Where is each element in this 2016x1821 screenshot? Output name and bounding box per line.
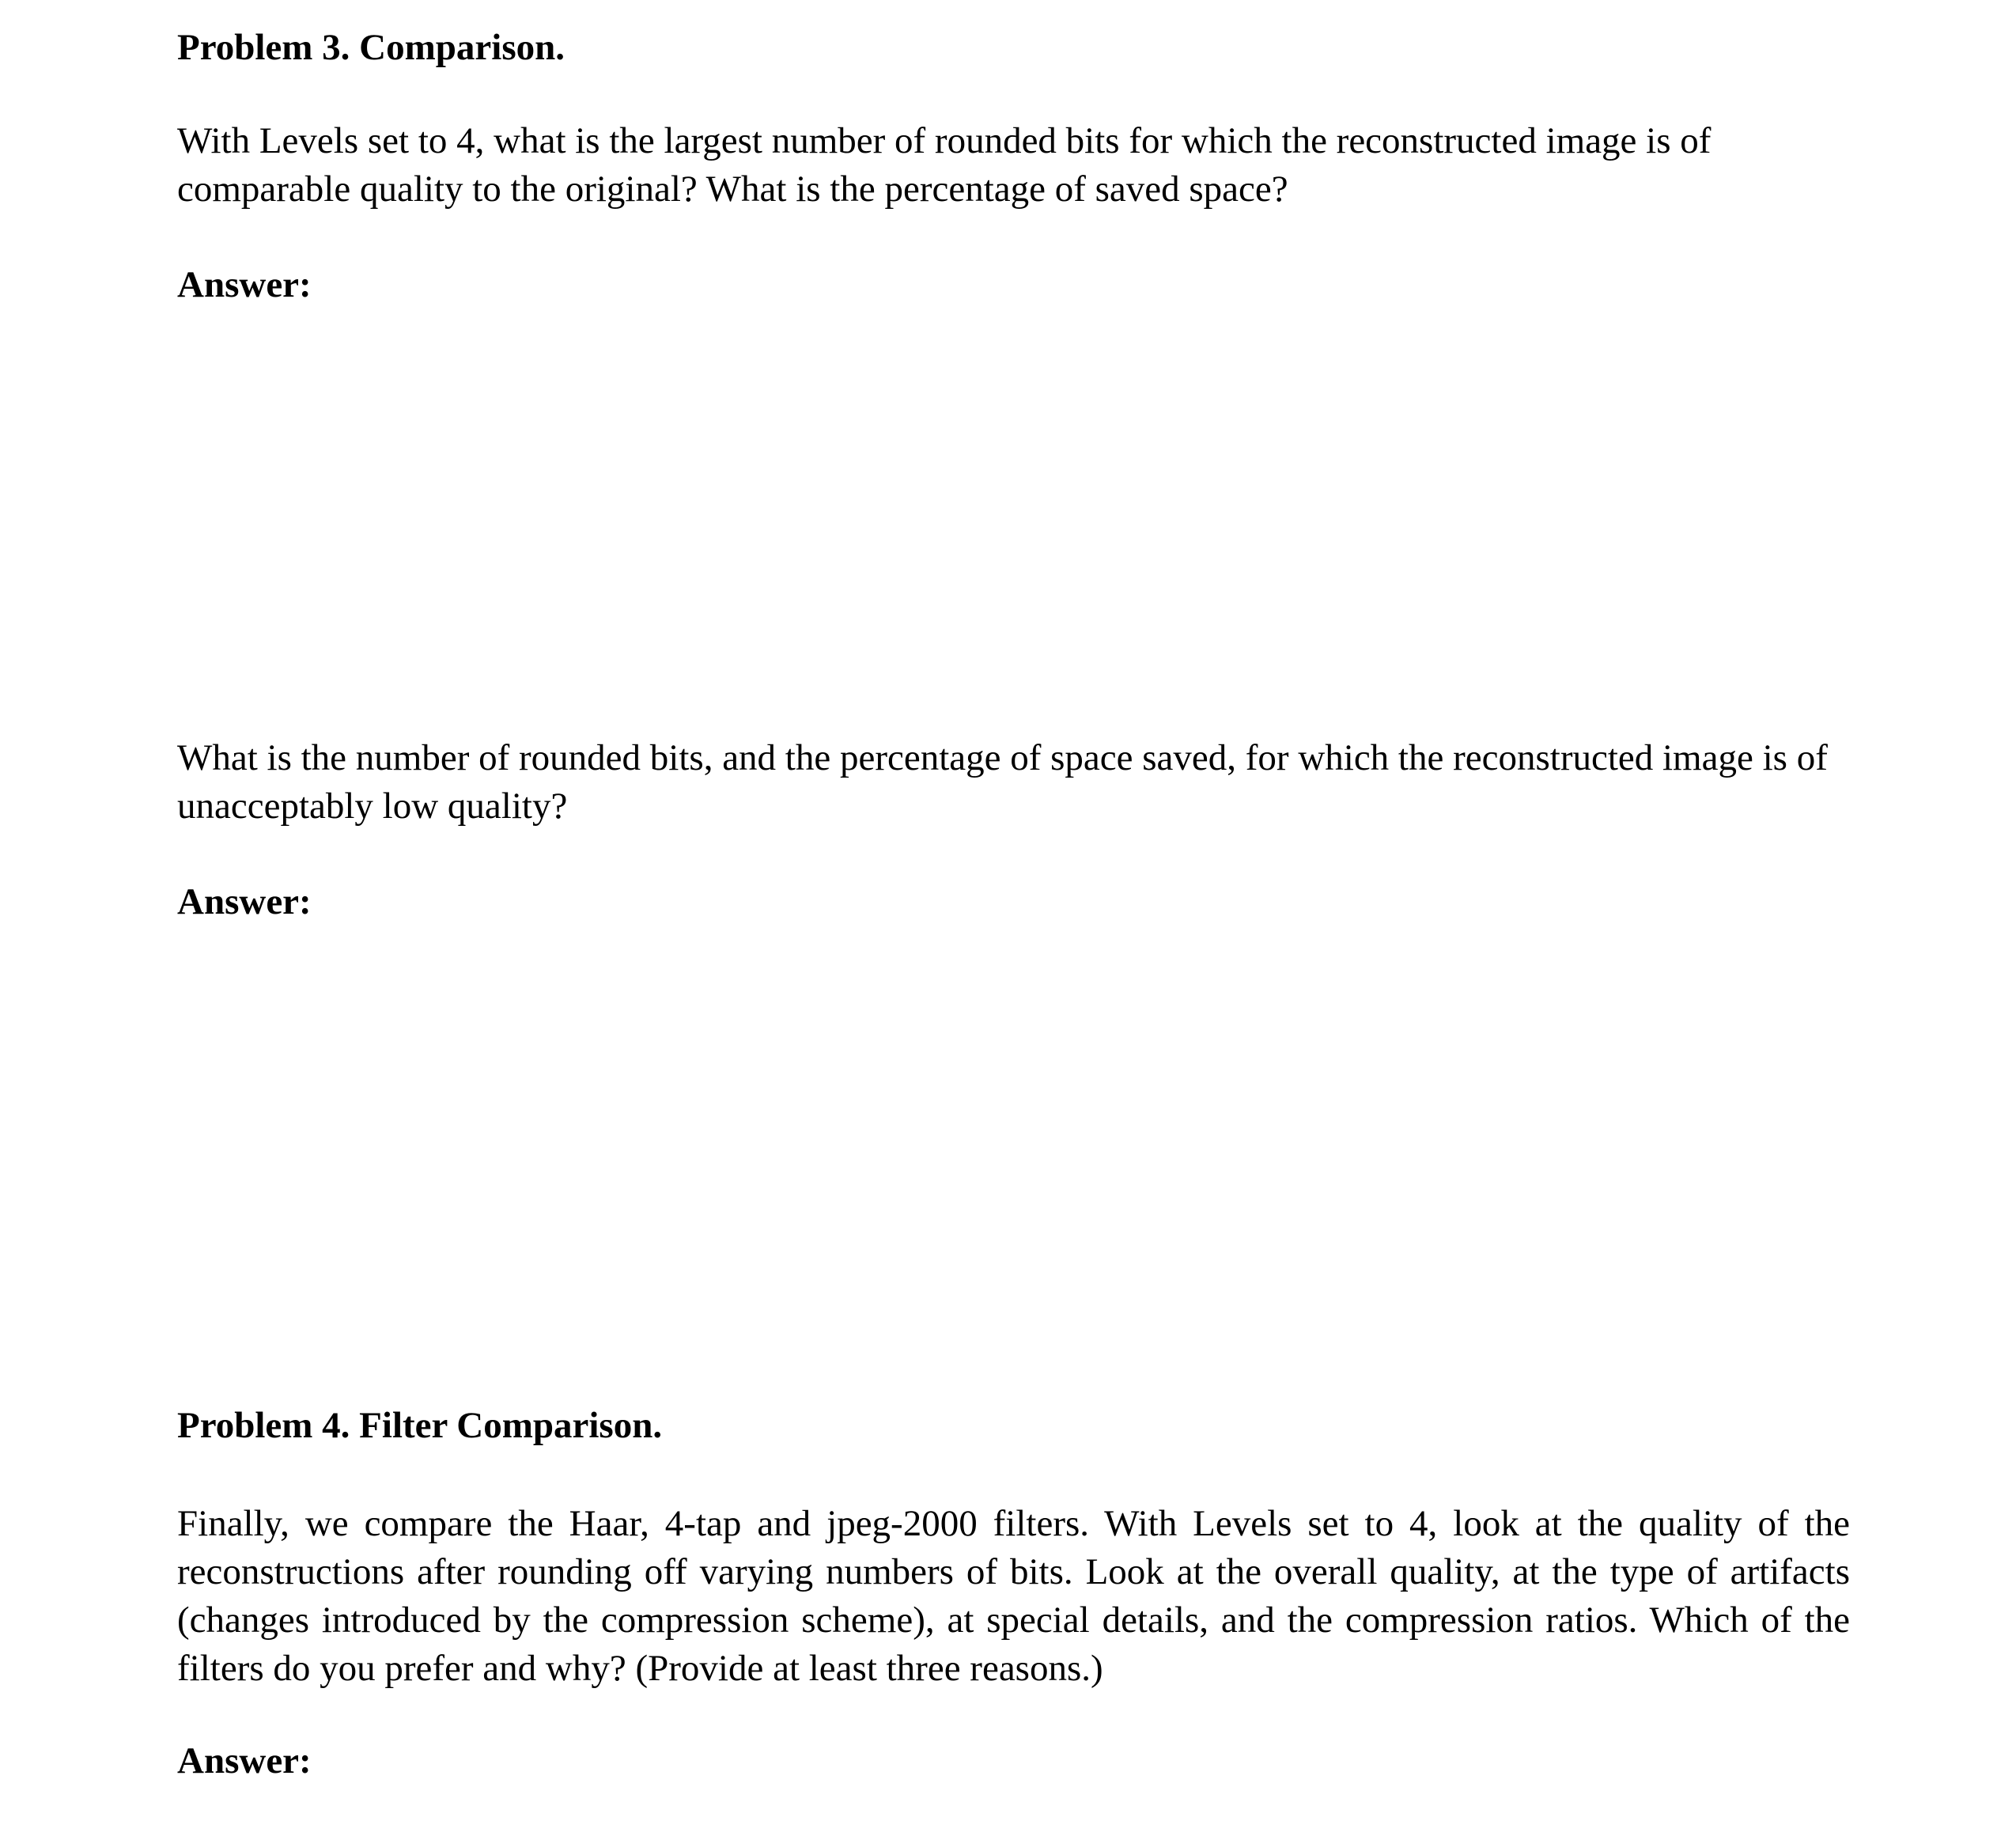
problem-4-answer-label: Answer: — [177, 1740, 312, 1781]
problem-3-answer-2-label: Answer: — [177, 881, 312, 922]
problem-3-heading: Problem 3. Comparison. — [177, 27, 565, 68]
problem-4-heading: Problem 4. Filter Comparison. — [177, 1405, 663, 1446]
problem-3-question-1: With Levels set to 4, what is the largest number of rounded bits for which the reconstructed image is of comparable quality to the original? What is the percentage of saved space? — [177, 120, 1712, 210]
problem-3-answer-1-label: Answer: — [177, 264, 312, 305]
problem-3-question-2: What is the number of rounded bits, and the percentage of space saved, for which the reconstructed image is of unacceptably low quality? — [177, 737, 1828, 827]
problem-4-question: Finally, we compare the Haar, 4-tap and jpeg-2000 filters. With Levels set to 4, look at the quality of the reconstructions after rounding off varying numbers of bits. Look at the overall quality, at the type of artifacts (changes introduced by the compression scheme), at special details, and the compression ratios. Which of the filters do you prefer and why? (Provide at least three reasons.) — [177, 1503, 1850, 1689]
